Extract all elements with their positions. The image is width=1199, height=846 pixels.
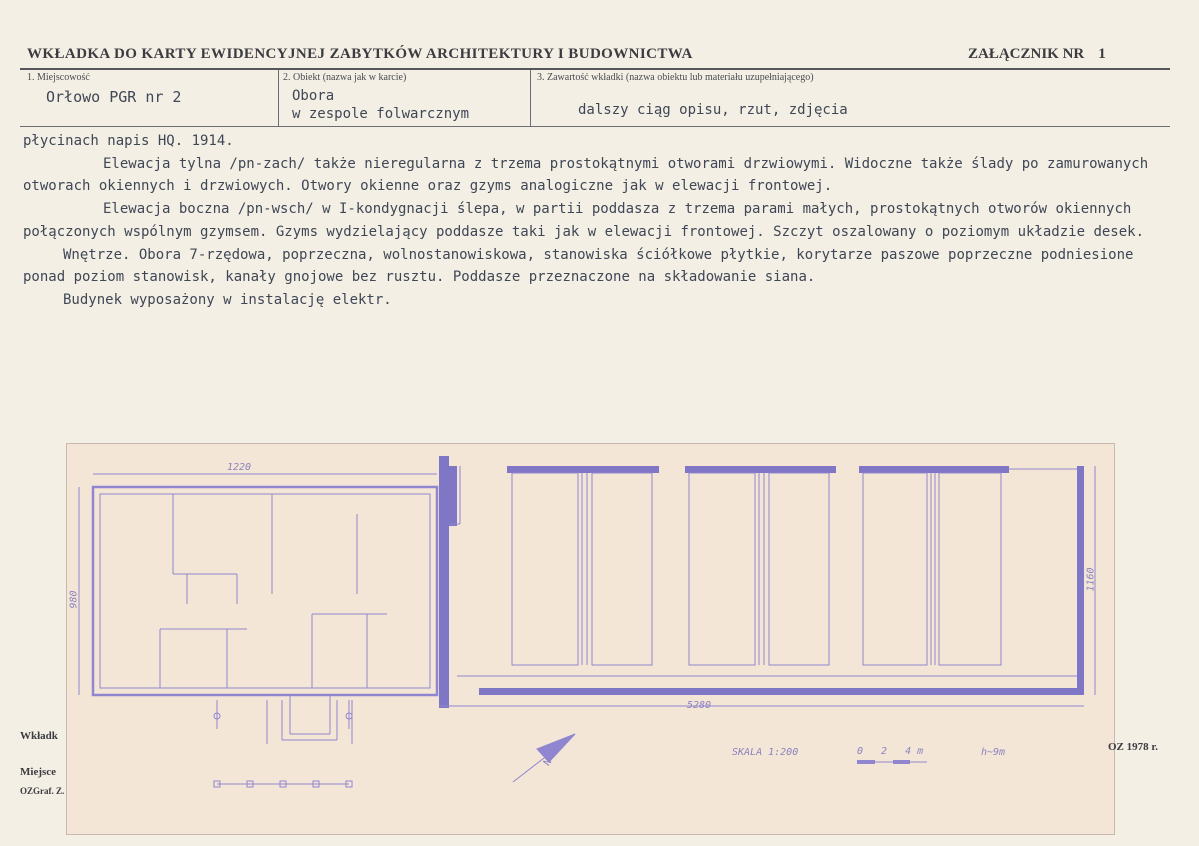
barn-bottom-wall — [479, 688, 1084, 695]
floor-plan-svg — [67, 444, 1114, 834]
form-title: WKŁADKA DO KARTY EWIDENCYJNEJ ZABYTKÓW ARCHITEKTURY I BUDOWNICTWA — [27, 46, 693, 62]
scale-bar-label: 0 2 4m — [857, 746, 930, 757]
field-divider-1 — [278, 70, 279, 126]
barn-right-wall — [1077, 466, 1084, 695]
paragraph-rear-elevation: Elewacja tylna /pn-zach/ także nieregularna z trzema prostokątnymi otworami drzwiowymi. Widoczne także ślady po zamurowanych otworach okiennych i drzwiowych. Otwory okienne oraz gzyms analogiczne jak w elewacji frontowej. — [23, 155, 1149, 195]
barn-top-wall-2 — [685, 466, 836, 473]
description-text — [23, 130, 1173, 312]
barn-left-wall — [439, 456, 449, 708]
north-label: N — [541, 756, 555, 769]
annex-label — [968, 46, 1106, 63]
annex-number: 1 — [1098, 46, 1106, 62]
object-value-line1: Obora — [292, 88, 335, 104]
object-label: 2. Obiekt (nazwa jak w karcie) — [283, 72, 407, 83]
locality-value: Orłowo PGR nr 2 — [46, 88, 182, 106]
paragraph-side-elevation: Elewacja boczna /pn-wsch/ w I-kondygnacji ślepa, w partii poddasza z trzema parami małych, prostokątnych otworów okiennych połączonych wspólnym gzymsem. Gzyms wydzielający poddasze taki jak w elewacji frontowej. Szczyt oszalowany o poziomym układzie desek. — [23, 201, 1145, 240]
content-value: dalszy ciąg opisu, rzut, zdjęcia — [578, 102, 848, 118]
barn-top-wall-3 — [859, 466, 1009, 473]
dim-right-label: 1160 — [1085, 567, 1097, 592]
paragraph-interior: Wnętrze. Obora 7-rzędowa, poprzeczna, wolnostanowiskowa, stanowiska ściółkowe płytkie, korytarze paszowe poprzeczne podniesione ponad poziom stanowisk, kanały gnojowe bez rusztu. Poddasze przeznaczone na składowanie siana. — [23, 246, 1134, 286]
header-rule-top — [20, 68, 1170, 70]
footer-label-place: Miejsce — [20, 766, 57, 778]
scale-label: SKALA 1:200 — [732, 747, 799, 758]
annex-label-text: ZAŁĄCZNIK NR — [968, 46, 1085, 62]
left-block-outer-wall — [93, 487, 437, 695]
locality-label: 1. Miejscowość — [27, 72, 90, 83]
footer-label-insert: Wkładk — [20, 730, 58, 742]
paragraph-continuation: płycinach napis HQ. 1914. — [23, 133, 234, 149]
dim-top-label: 1220 — [227, 462, 252, 473]
field-divider-2 — [530, 70, 531, 126]
barn-top-wall-1 — [507, 466, 659, 473]
content-label: 3. Zawartość wkładki (nazwa obiektu lub materiału uzupełniającego) — [537, 72, 814, 83]
object-value-line2: w zespole folwarcznym — [292, 106, 470, 122]
dim-bottom-label: 5280 — [687, 700, 712, 711]
paragraph-installation: Budynek wyposażony w instalację elektr. — [63, 291, 392, 308]
height-note: h~9m — [981, 747, 1006, 758]
header-rule-bottom — [20, 126, 1170, 127]
footer-label-printer: OZGraf. Z. — [20, 786, 65, 796]
dim-left-label: 980 — [68, 590, 80, 609]
footer-year: OZ 1978 r. — [1108, 741, 1159, 753]
floor-plan-drawing — [66, 443, 1115, 835]
left-block-inner-wall — [100, 494, 430, 688]
